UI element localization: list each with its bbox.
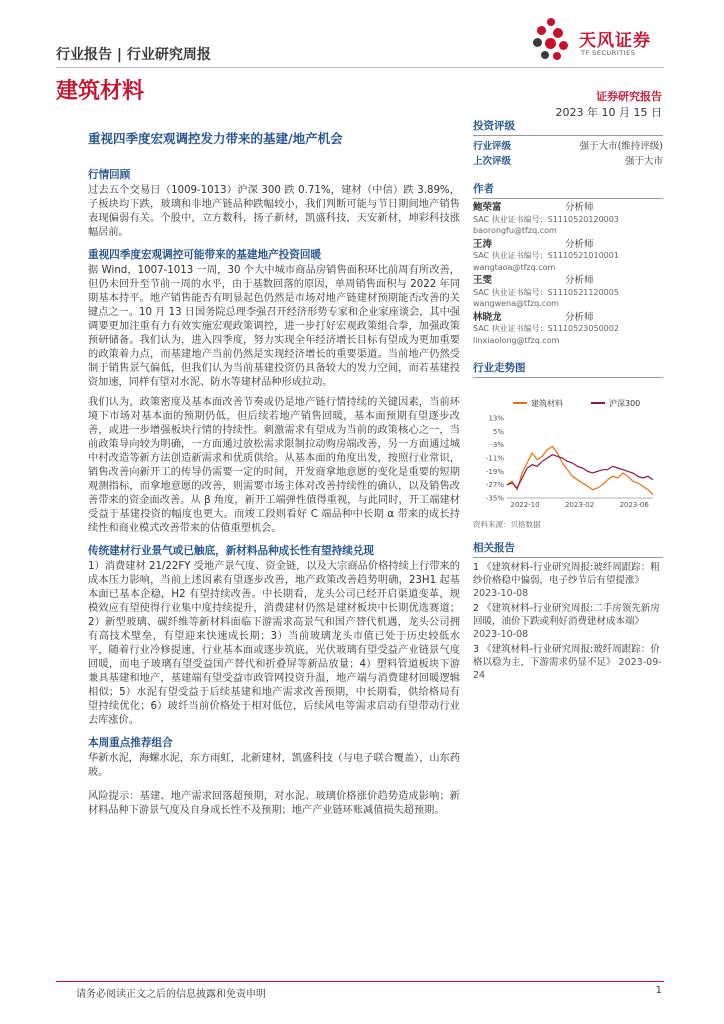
header-divider (56, 67, 664, 68)
author-email[interactable]: baorongfu@tfzq.com (473, 226, 557, 235)
y-tick-label: -35% (485, 494, 504, 503)
page-number: 1 (655, 985, 662, 996)
author-role: 分析师 (565, 202, 594, 213)
y-tick-label: -27% (485, 481, 504, 490)
author-sac: SAC 执业证书编号：S1110523050002 (473, 324, 619, 333)
brand-logo (533, 18, 673, 66)
related-report-text: 1 《建筑材料-行业研究周报:玻纤周跟踪：粗纱价格稳中偏弱，电子纱节后有望提涨》 (473, 562, 660, 586)
related-title: 相关报告 (473, 542, 663, 558)
author-sac: SAC 执业证书编号：S1110521010001 (473, 251, 619, 260)
related-reports (473, 542, 663, 684)
related-report-item[interactable] (473, 561, 663, 600)
section-paragraph: 过去五个交易日（1009-1013）沪深 300 跌 0.71%，建材（中信）跌 3.89%，子板块均下跌，玻璃和非地产链品种跌幅较小，我们判断可能与节日期间地产销售表现偏弱有关。个股中，立方数科，扬子新材，凯盛科技，天安新材，坤彩科技涨幅居前。 (88, 185, 460, 238)
rating-key: 行业评级 (473, 141, 512, 152)
x-tick-label: 2023-02 (564, 501, 595, 509)
related-report-item[interactable] (473, 602, 663, 641)
headline: 重视四季度宏观调控发力带来的基建/地产机会 (88, 131, 343, 146)
related-report-item[interactable] (473, 643, 663, 682)
author-sac: SAC 执业证书编号：S1110520120003 (473, 214, 619, 224)
industry-title: 建筑材料 (56, 79, 145, 104)
author-entry (473, 275, 663, 310)
section-title: 行情回顾 (88, 169, 131, 181)
related-report-date: 2023-10-08 (473, 588, 529, 599)
rating-value: 强于大市(维持评级) (579, 141, 663, 152)
y-tick-label: -11% (485, 454, 504, 463)
author-entry (473, 202, 663, 237)
rating-row (473, 154, 663, 169)
main-column (88, 160, 460, 824)
related-report-text: 2 《建筑材料-行业研究周报:二手房领先新房回暖，油价下跌或利好消费建材成本端》 (473, 603, 660, 627)
author-role: 分析师 (565, 238, 594, 250)
author-email[interactable]: wangwena@tfzq.com (473, 299, 559, 308)
author-name: 鲍荣富 (473, 202, 502, 213)
author-name: 王涛 (473, 238, 493, 250)
section-title: 传统建材行业景气或已触底，新材料品种成长性有望持续兑现 (88, 545, 375, 557)
section-paragraph: 据 Wind，1007-1013 一周，30 个大中城市商品房销售面积环比前周有所改善，但仍未回升至节前一周的水平，由于基数回落的原因，单周销售面积与 2022 年同期基本持平。地产销售能否有明显起色仍然是市场对地产链建材预期能否改善的关键点之一。10 月 13 日国务院总理李强召开经济形势专家和企业家座谈会，其中强调要更加注重有力有效实施宏观政策调控，进一步打好宏观政策组合拳，加强政策预研储备。我们认为，进入四季度，努力实现全年经济增长目标有望成为更加重要的政策着力点，而基建地产当前仍然是实现经济增长的重要渠道。当前地产仍然受制于销售景气偏低，但我们认为当前基建投资仍具备较大的发力空间，而若基建投资加速，同样有望对水泥、防水等建材品种形成拉动。 (88, 265, 460, 388)
section-title: 本周重点推荐组合 (88, 737, 173, 749)
rating-value: 强于大市 (624, 156, 663, 167)
brand-sub: TF SECURITIES (581, 49, 636, 57)
report-kind: 证券研究报告 (596, 90, 662, 103)
x-tick-label: 2022-10 (510, 501, 540, 509)
section-title: 重视四季度宏观调控可能带来的基建地产投资回暖 (88, 249, 322, 261)
author-email[interactable]: linxiaolong@tfzq.com (473, 335, 560, 345)
sidebar (473, 118, 663, 381)
section-paragraph: 华新水泥，海螺水泥，东方雨虹，北新建材，凯盛科技（与电子联合覆盖），山东药玻。 (88, 753, 460, 778)
author-name: 林晓龙 (473, 311, 502, 323)
rating-row (473, 139, 663, 154)
y-tick-label: 13% (488, 414, 504, 423)
footer-disclaimer: 请务必阅读正文之后的信息披露和免责申明 (76, 989, 266, 1000)
related-report-text: 3 《建筑材料-行业研究周报:玻纤周跟踪：价格以稳为主，下游需求仍显不足》 (473, 644, 660, 668)
authors-title: 作者 (473, 181, 663, 199)
related-report-date: 2023-09-24 (473, 657, 662, 681)
y-tick-label: 5% (492, 427, 504, 436)
y-tick-label: -3% (490, 441, 504, 450)
trend-title: 行业走势图 (473, 360, 663, 378)
author-entry (473, 239, 663, 274)
author-sac: SAC 执业证书编号：S1110521120005 (473, 287, 619, 297)
rating-title: 投资评级 (473, 118, 663, 136)
author-name: 王雯 (473, 275, 493, 286)
report-type: 行业报告 | 行业研究周报 (56, 47, 211, 63)
logo-mark-icon (533, 18, 573, 62)
author-entry (473, 312, 663, 347)
industry-trend-chart (473, 378, 663, 528)
chart-source: 资料来源：贝格数据 (473, 520, 541, 529)
y-tick-label: -19% (485, 467, 504, 476)
x-tick-label: 2023-06 (619, 501, 649, 509)
section-paragraph: 我们认为，政策密度及基本面改善节奏或仍是地产链行情持续的关键因素，当前环境下市场对基本面的预期仍低，但后续若地产销售回暖，基本面预期有望逐步改善，或进一步增强板块行情的持续性。刺激需求有望成为当前的政策核心之一，当前政策导向较为明确，一方面通过放松需求限制拉动购房端改善，另一方面通过城中村改造等新方法创造新需求和优质供给。从基本面的角度出发，按照行业常识，销售改善向新开工的传导仍需要一定的时间，开发商拿地意愿的变化是重要的短期观测指标，而拿地意愿的改善，则需要市场主体对改善持续性的确认，以及销售改善带来的资金面改善。从 β 角度，新开工端弹性值得重视，与此同时，开工端建材受益于基建投资的幅度也更大。而竣工段则看好 C 端品种中长期 α 带来的成长持续性和商业模式改善带来的估值重塑机会。 (88, 397, 460, 534)
section-paragraph: 风险提示：基建、地产需求回落超预期，对水泥、玻璃价格涨价趋势造成影响；新材料品种下游景气度及自身成长性不及预期；地产产业链环账减值损失超预期。 (88, 791, 460, 816)
legend-label: 建筑材料 (531, 399, 563, 408)
rating-key: 上次评级 (473, 156, 512, 167)
related-report-date: 2023-10-08 (473, 629, 529, 640)
section-paragraph: 1）消费建材 21/22FY 受地产景气度、资金链，以及大宗商品价格持续上行带来的成本压力影响，当前上述因素有望逐步改善，地产政策改善趋势明确，23H1 起基本面已基本企稳，H2 有望持续改善。中长期看，龙头公司已经开启渠道变革，规模效应有望使得行业集中度持续提升，消费建材仍然是建材板块中长期优选赛道；2）新型玻璃、碳纤维等新材料面临下游需求高景气和国产替代机遇，龙头公司拥有高技术壁垒，有望迎来快速成长期；3）当前玻璃龙头市值已处于历史较低水平，随着行业冷修提速，行业基本面或逐步筑底，光伏玻璃有望受益产业链景气度回暖，而电子玻璃有望受益国产替代和折叠屏等新品放量；4）塑料管道板块下游兼具基建和地产，基建端有望受益市政管网投资升温，地产端与消费建材回暖逻辑相似；5）水泥有望受益于后续基建和地产需求改善预期，中长期看，供给格局有望持续优化；6）玻纤当前价格处于相对低位，后续风电等需求启动有望带动行业去库涨价。 (88, 561, 460, 726)
author-email[interactable]: wangtaoa@tfzq.com (473, 262, 556, 272)
author-role: 分析师 (565, 311, 594, 323)
report-date: 2023 年 10 月 15 日 (555, 106, 662, 119)
author-role: 分析师 (565, 275, 594, 286)
series-line (507, 446, 653, 494)
trend-chart-svg (473, 378, 663, 518)
footer-divider (56, 981, 664, 982)
brand-name: 天风证券 (579, 31, 651, 51)
legend-label: 沪深300 (609, 399, 641, 408)
